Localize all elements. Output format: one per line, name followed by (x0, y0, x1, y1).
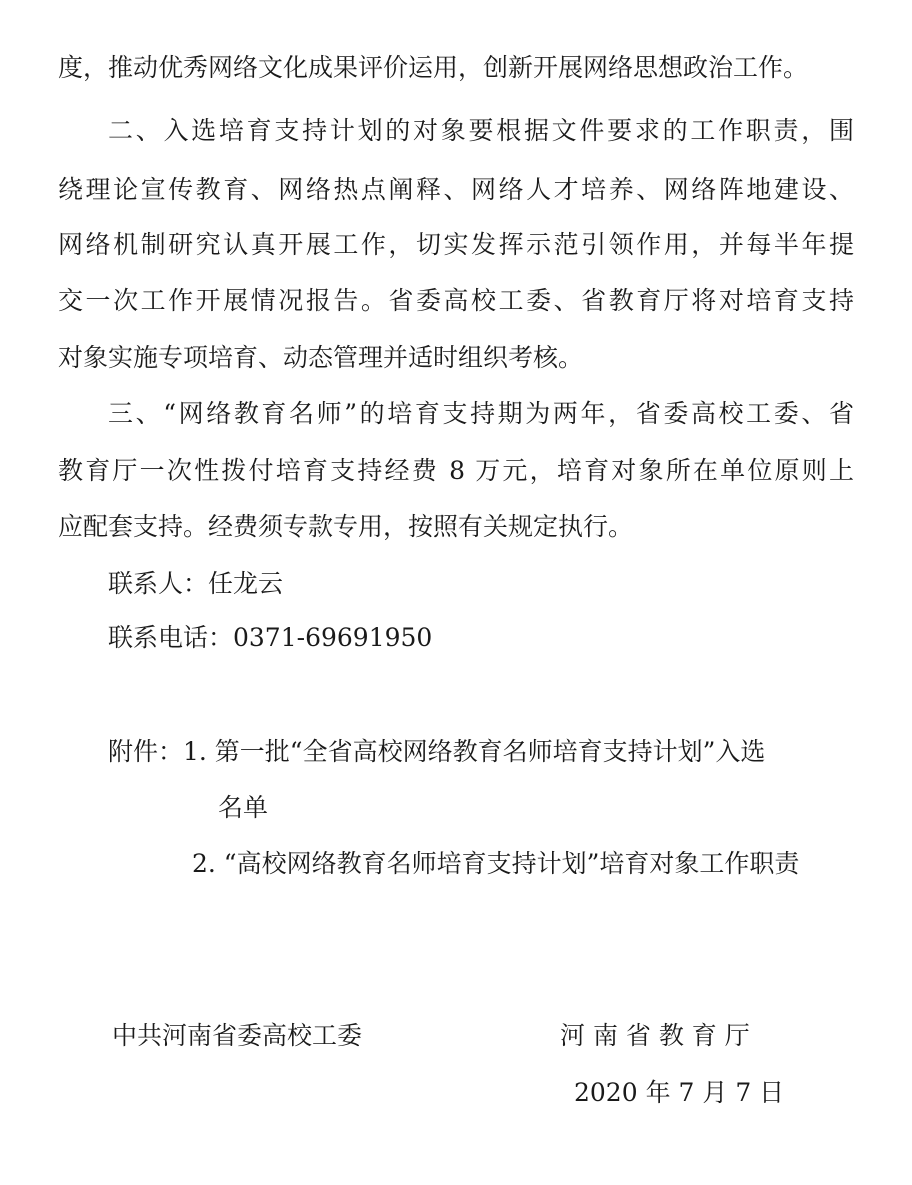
paragraph-3-line-1: 三、“网络教育名师”的培育支持期为两年，省委高校工委、省 (108, 399, 854, 428)
attachment-1-line-2: 名单 (218, 793, 269, 822)
attachment-2: 2. “高校网络教育名师培育支持计划”培育对象工作职责 (192, 849, 800, 878)
paragraph-2-line-3: 网络机制研究认真开展工作，切实发挥示范引领作用，并每半年提 (58, 230, 854, 259)
contact-phone: 联系电话：0371-69691950 (108, 623, 433, 652)
paragraph-3-line-3: 应配套支持。经费须专款专用，按照有关规定执行。 (58, 512, 634, 541)
signature-left-org: 中共河南省委高校工委 (112, 1021, 363, 1050)
paragraph-2-line-1: 二、入选培育支持计划的对象要根据文件要求的工作职责，围 (108, 116, 854, 145)
paragraph-2-line-2: 绕理论宣传教育、网络热点阐释、网络人才培养、网络阵地建设、 (58, 175, 854, 204)
signature-date: 2020 年 7 月 7 日 (574, 1078, 785, 1107)
attachment-1-line-1: 附件：1. 第一批“全省高校网络教育名师培育支持计划”入选 (108, 737, 766, 766)
paragraph-1-line-1: 度，推动优秀网络文化成果评价运用，创新开展网络思想政治工作。 (58, 53, 809, 82)
signature-right-org: 河 南 省 教 育 厅 (560, 1021, 750, 1050)
paragraph-2-line-5: 对象实施专项培育、动态管理并适时组织考核。 (58, 343, 584, 372)
contact-person: 联系人：任龙云 (108, 569, 284, 598)
paragraph-3-line-2: 教育厅一次性拨付培育支持经费 8 万元，培育对象所在单位原则上 (58, 456, 854, 485)
paragraph-2-line-4: 交一次工作开展情况报告。省委高校工委、省教育厅将对培育支持 (58, 286, 854, 315)
